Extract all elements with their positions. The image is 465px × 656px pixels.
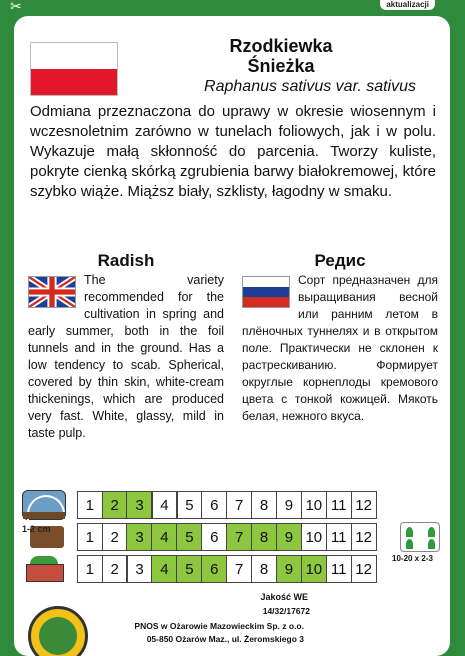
company-line-1: PNOS w Ożarowie Mazowieckim Sp. z o.o.	[134, 621, 304, 631]
seed-packet-card	[14, 16, 450, 656]
month-cell: 8	[251, 523, 277, 551]
english-section	[28, 250, 224, 442]
month-cell: 5	[176, 555, 202, 583]
english-heading: Radish	[97, 251, 155, 270]
month-cell: 11	[326, 555, 352, 583]
russian-heading: Редис	[314, 251, 366, 270]
plant-spacing-label: 10-20 x 2-3	[392, 554, 433, 563]
month-cell: 9	[276, 491, 302, 519]
month-cell: 7	[226, 491, 252, 519]
russian-section	[242, 250, 438, 425]
company-address	[98, 620, 304, 646]
month-cell: 2	[102, 491, 128, 519]
month-cell: 10	[301, 523, 327, 551]
month-cell: 10	[301, 555, 327, 583]
month-cell: 1	[77, 555, 103, 583]
month-cell: 3	[126, 555, 152, 583]
month-cell: 9	[276, 555, 302, 583]
month-cell: 9	[276, 523, 302, 551]
title-line-1: Rzodkiewka	[229, 36, 333, 56]
month-cell: 6	[201, 523, 227, 551]
calendar-row-sowing-under-cover	[22, 490, 377, 520]
month-cell: 11	[326, 523, 352, 551]
uk-flag-icon	[28, 276, 76, 308]
product-title	[164, 36, 398, 76]
lot-number: 14/32/17672	[262, 606, 310, 616]
month-cell: 12	[351, 491, 377, 519]
scissors-icon: ✂	[10, 0, 22, 14]
plant-spacing-icon	[400, 522, 440, 552]
month-cell: 6	[201, 555, 227, 583]
polish-flag-icon	[30, 42, 118, 96]
sowing-depth-label: 1-2 cm	[22, 524, 51, 534]
month-cell: 2	[102, 555, 128, 583]
month-cell: 12	[351, 523, 377, 551]
month-cell: 11	[326, 491, 352, 519]
month-cell: 10	[301, 491, 327, 519]
russian-flag-icon	[242, 276, 290, 308]
month-cell: 7	[226, 555, 252, 583]
sowing-depth-icon	[22, 522, 66, 552]
month-cell: 8	[251, 555, 277, 583]
month-cell: 6	[201, 491, 227, 519]
latin-name: Raphanus sativus var. sativus	[204, 78, 416, 95]
pnos-logo	[28, 606, 88, 656]
calendar-row-sowing-in-field	[22, 522, 377, 552]
month-cell: 5	[176, 491, 202, 519]
month-cell: 4	[151, 555, 177, 583]
month-cell: 4	[151, 491, 177, 519]
month-cell: 2	[102, 523, 128, 551]
top-note: aktualizacji	[380, 0, 435, 10]
polish-description: Odmiana przeznaczona do uprawy w okresie wiosennym i wczesnoletnim zarówno w tunelach foliowych, jak i w polu. Wykazuje małą skłonność do parcenia. Tworzy kuliste, pokryte cienką skórką zgrubienia barwy białokremowej, które szybko wiąże. Miąższ biały, szklisty, łagodny w smaku.	[30, 103, 436, 200]
month-cell: 4	[151, 523, 177, 551]
month-cell: 12	[351, 555, 377, 583]
harvest-box-icon	[22, 554, 66, 584]
month-cell: 8	[251, 491, 277, 519]
russian-text: Сорт предназначен для выращивания весной или ранним летом в плёночных туннелях и в открытом поле. Практически не склонен к растрескиванию. Формирует округлые корнеплоды кремового цвета с тонкой кожицей. Мякоть белая, нежного вкуса.	[242, 273, 438, 423]
month-cell: 3	[126, 523, 152, 551]
month-cell: 1	[77, 491, 103, 519]
month-cell: 5	[176, 523, 202, 551]
company-line-2: 05-850 Ożarów Maz., ul. Żeromskiego 3	[146, 634, 304, 644]
title-line-2: Śnieżka	[247, 56, 315, 76]
month-cell: 1	[77, 523, 103, 551]
calendar-row-harvest	[22, 554, 377, 584]
month-cell: 3	[126, 491, 152, 519]
month-cell: 7	[226, 523, 252, 551]
english-text: The variety recommended for the cultivation in spring and early summer, both in the foil tunnels and in the ground. Has a low tendency to scab. Spherical, covered by thin skin, white-cream thickenings, which are produced very fast. White, glassy, mild in taste pulp.	[28, 273, 224, 440]
greenhouse-icon	[22, 490, 66, 520]
quality-label: Jakość WE	[260, 592, 308, 602]
